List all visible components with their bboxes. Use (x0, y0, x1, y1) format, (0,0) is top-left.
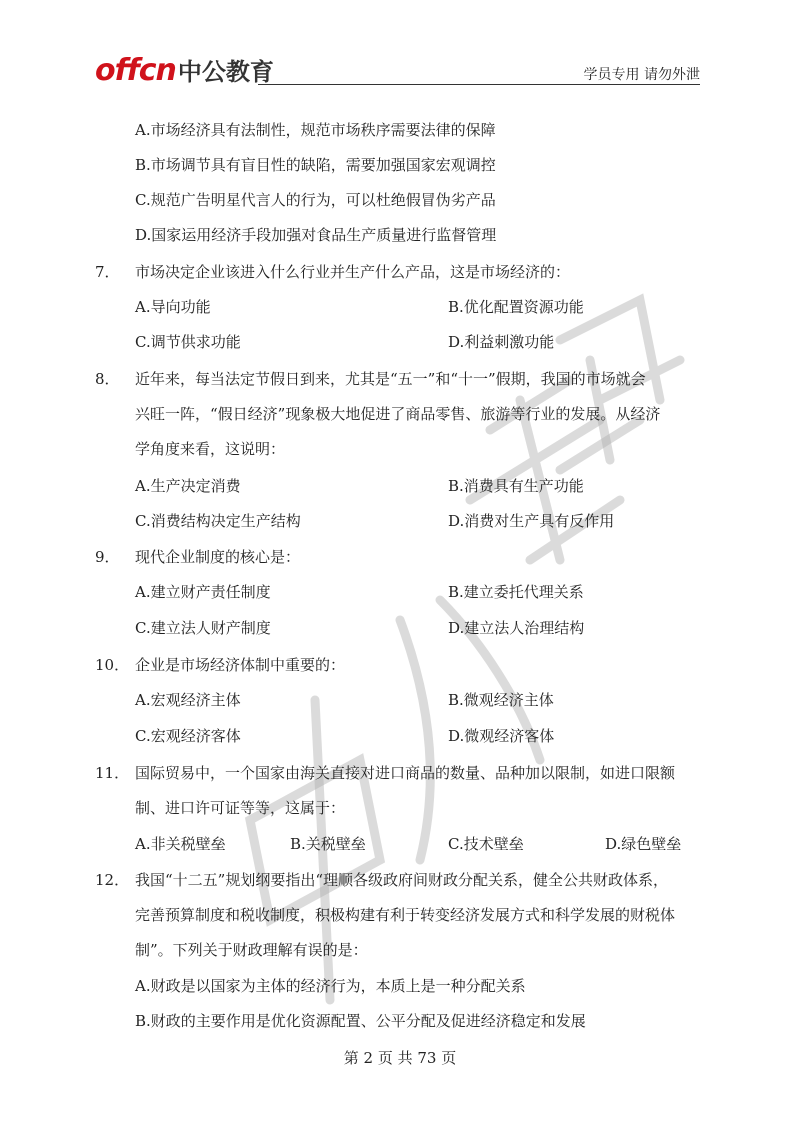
option-text: A.财政是以国家为主体的经济行为，本质上是一种分配关系 (135, 977, 526, 995)
question-number: 11． (95, 764, 130, 782)
option-text: A.生产决定消费 (135, 477, 241, 495)
question-number: 8． (95, 370, 120, 388)
header-note: 学员专用 请勿外泄 (583, 67, 700, 83)
question-number: 9． (95, 548, 120, 566)
option-text: B.微观经济主体 (448, 691, 554, 709)
question-stem: 完善预算制度和税收制度，积极构建有利于转变经济发展方式和科学发展的财税体 (135, 906, 676, 924)
option-text: D.利益刺激功能 (448, 333, 555, 351)
option-text: B.市场调节具有盲目性的缺陷，需要加强国家宏观调控 (135, 156, 496, 174)
question-stem: 兴旺一阵，“假日经济”现象极大地促进了商品零售、旅游等行业的发展。从经济 (135, 405, 661, 423)
logo-english: offcn (95, 53, 176, 88)
option-text: A.宏观经济主体 (135, 691, 241, 709)
option-text: B.财政的主要作用是优化资源配置、公平分配及促进经济稳定和发展 (135, 1012, 586, 1030)
question-number: 12． (95, 871, 130, 889)
option-text: B.关税壁垒 (290, 835, 366, 853)
question-stem: 制、进口许可证等等，这属于： (135, 799, 346, 817)
question-stem: 制”。下列关于财政理解有误的是： (135, 941, 368, 959)
option-text: D.建立法人治理结构 (448, 619, 585, 637)
option-text: B.消费具有生产功能 (448, 477, 584, 495)
option-text: C.技术壁垒 (448, 835, 524, 853)
option-text: C.宏观经济客体 (135, 727, 241, 745)
option-text: D.微观经济客体 (448, 727, 555, 745)
question-number: 7． (95, 263, 120, 281)
option-text: A.建立财产责任制度 (135, 583, 271, 601)
option-text: C.规范广告明星代言人的行为，可以杜绝假冒伪劣产品 (135, 191, 496, 209)
option-text: A.市场经济具有法制性，规范市场秩序需要法律的保障 (135, 121, 496, 139)
question-stem: 近年来，每当法定节假日到来，尤其是“五一”和“十一”假期，我国的市场就会 (135, 370, 646, 388)
question-stem: 现代企业制度的核心是： (135, 548, 301, 566)
logo-chinese: 中公教育 (177, 58, 274, 86)
question-stem: 我国“十二五”规划纲要指出“理顺各级政府间财政分配关系，健全公共财政体系， (135, 871, 669, 889)
question-stem: 企业是市场经济体制中重要的： (135, 656, 346, 674)
question-stem: 国际贸易中，一个国家由海关直接对进口商品的数量、品种加以限制，如进口限额 (135, 764, 676, 782)
question-stem: 学角度来看，这说明： (135, 440, 286, 458)
option-text: B.优化配置资源功能 (448, 298, 584, 316)
page-footer: 第 2 页 共 73 页 (343, 1049, 457, 1067)
option-text: A.导向功能 (135, 298, 211, 316)
option-text: C.建立法人财产制度 (135, 619, 271, 637)
option-text: A.非关税壁垒 (135, 835, 226, 853)
option-text: D.绿色壁垒 (605, 835, 682, 853)
option-text: D.国家运用经济手段加强对食品生产质量进行监督管理 (135, 226, 497, 244)
question-number: 10． (95, 656, 130, 674)
option-text: B.建立委托代理关系 (448, 583, 584, 601)
option-text: D.消费对生产具有反作用 (448, 512, 615, 530)
option-text: C.消费结构决定生产结构 (135, 512, 301, 530)
option-text: C.调节供求功能 (135, 333, 241, 351)
question-stem: 市场决定企业该进入什么行业并生产什么产品，这是市场经济的： (135, 263, 571, 281)
